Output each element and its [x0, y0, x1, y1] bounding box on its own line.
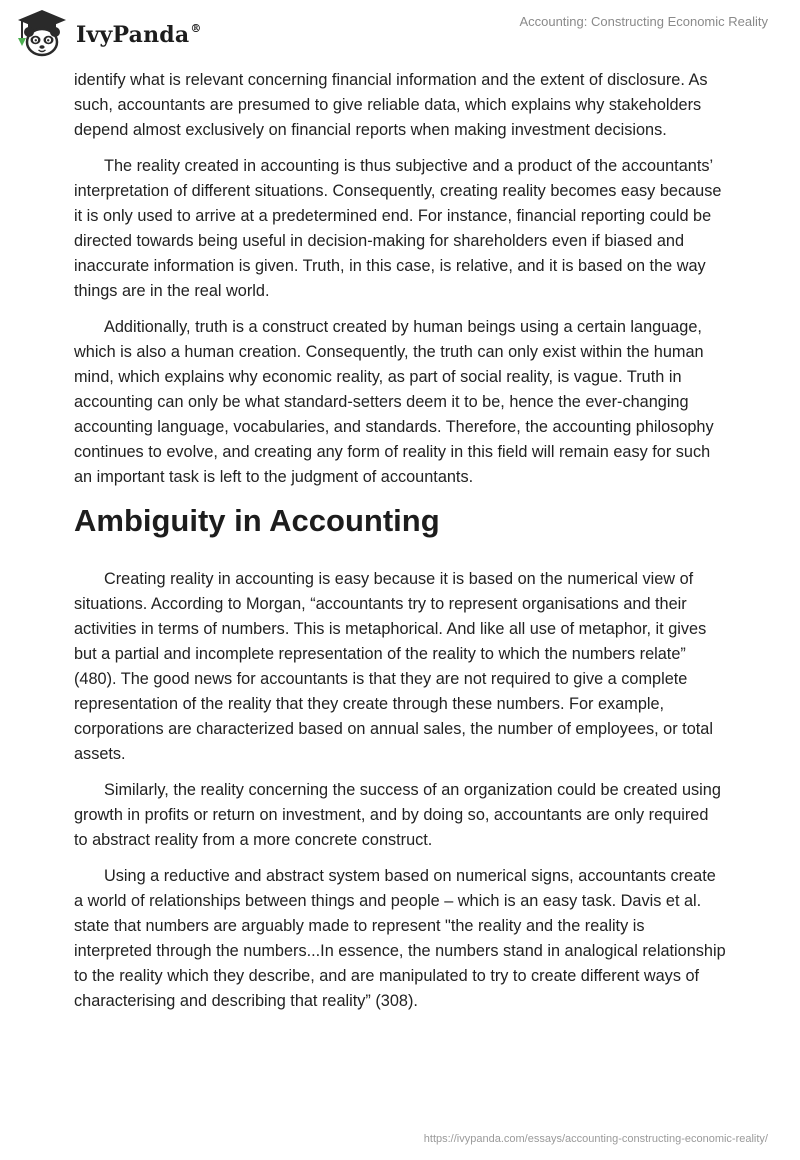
brand-name: IvyPanda®: [76, 21, 202, 48]
paragraph: identify what is relevant concerning financial information and the extent of disclosure. As such, accountants are presumed to give reliable data, which explains why stakeholders depend almost exclusively on financial reports when making investment decisions.: [74, 71, 708, 139]
paragraph: Creating reality in accounting is easy because it is based on the numerical view of situations. According to Morgan, “accountants try to represent organisations and their activities in terms of numbers. This is metaphorical. And like all use of metaphor, it gives but a partial and incomplete representation of the reality to which the numbers relate” (480). The good news for accountants is that they are not required to give a complete representation of the reality that they create through these numbers. For example, corporations are characterized based on annual sales, the number of employees, or total assets.: [74, 570, 713, 763]
paragraph: Additionally, truth is a construct created by human beings using a certain language, which is also a human creation. Consequently, the truth can only exist within the human mind, which explains why economic reality, as part of social reality, is vague. Truth in accounting can only be what standard-setters deem it to be, hence the ever-changing accounting language, vocabularies, and standards. Therefore, the accounting philosophy continues to evolve, and creating any form of reality in this field will remain easy for such an important task is left to the judgment of accountants.: [74, 318, 714, 486]
essay-body: [74, 68, 726, 1025]
section-heading: Ambiguity in Accounting: [74, 503, 440, 538]
panda-icon: [14, 8, 70, 58]
source-url[interactable]: https://ivypanda.com/essays/accounting-constructing-economic-reality/: [423, 1133, 768, 1145]
paragraph: Using a reductive and abstract system based on numerical signs, accountants create a world of relationships between things and people – which is an easy task. Davis et al. state that numbers are arguably made to represent "the reality and the reality is interpreted through the numbers...In essence, the numbers stand in analogical relationship to the reality which they describe, and are manipulated to try to create different ways of characterising and describing that reality” (308).: [74, 867, 726, 1010]
ivypanda-logo[interactable]: [14, 8, 202, 58]
document-title: Accounting: Constructing Economic Reality: [519, 14, 768, 29]
page-header: [0, 0, 800, 70]
paragraph: Similarly, the reality concerning the success of an organization could be created using growth in profits or return on investment, and by doing so, accountants are only required to abstract reality from a more concrete construct.: [74, 781, 721, 849]
paragraph: The reality created in accounting is thus subjective and a product of the accountants’ interpretation of different situations. Consequently, creating reality becomes easy because it is only used to arrive at a predetermined end. For instance, financial reporting could be directed towards being useful in decision-making for shareholders even if biased and inaccurate information is given. Truth, in this case, is relative, and it is based on the way things are in the real world.: [74, 157, 722, 300]
